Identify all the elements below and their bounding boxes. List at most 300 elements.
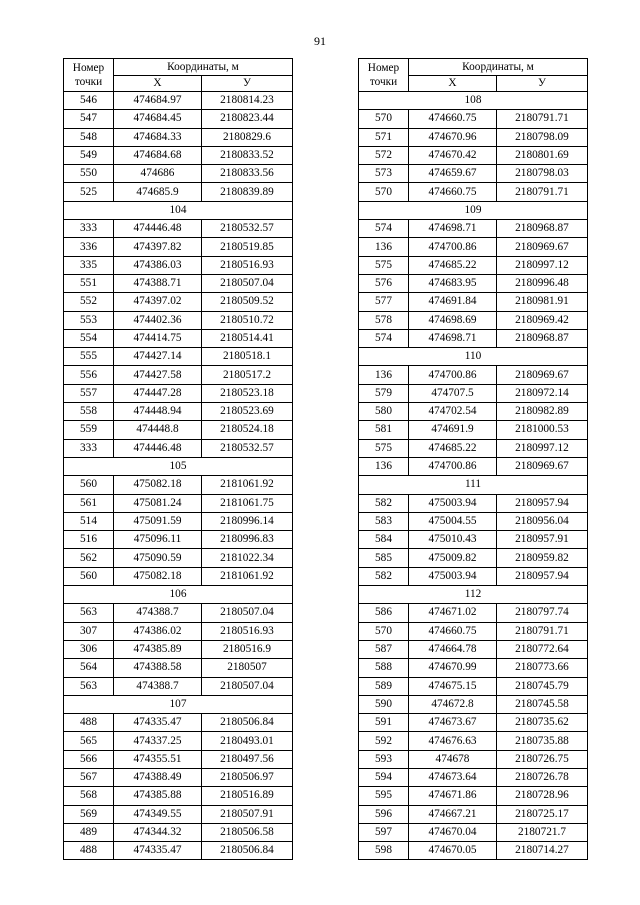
point-number-cell: 588 <box>359 659 409 677</box>
x-coordinate-cell: 474670.99 <box>409 659 497 677</box>
y-coordinate-cell: 2180517.2 <box>202 366 293 384</box>
group-label: 108 <box>359 92 588 110</box>
point-number-cell: 566 <box>64 750 114 768</box>
point-number-cell: 136 <box>359 238 409 256</box>
point-number-cell: 525 <box>64 183 114 201</box>
x-coordinate-cell: 475003.94 <box>409 567 497 585</box>
table-row <box>64 311 293 329</box>
y-coordinate-cell: 2180791.71 <box>497 183 588 201</box>
y-header: У <box>202 75 293 92</box>
y-coordinate-cell: 2180516.89 <box>202 787 293 805</box>
point-number-cell: 136 <box>359 457 409 475</box>
point-number-cell: 556 <box>64 366 114 384</box>
x-coordinate-cell: 474386.03 <box>114 256 202 274</box>
point-number-cell: 516 <box>64 531 114 549</box>
point-number-cell: 553 <box>64 311 114 329</box>
y-coordinate-cell: 2180735.62 <box>497 714 588 732</box>
table-row <box>359 659 588 677</box>
point-number-cell: 559 <box>64 421 114 439</box>
y-coordinate-cell: 2180982.89 <box>497 403 588 421</box>
x-coordinate-cell: 474698.71 <box>409 329 497 347</box>
y-coordinate-cell: 2180772.64 <box>497 640 588 658</box>
x-coordinate-cell: 474700.86 <box>409 457 497 475</box>
y-coordinate-cell: 2180726.75 <box>497 750 588 768</box>
point-number-cell: 562 <box>64 549 114 567</box>
point-number-cell: 563 <box>64 677 114 695</box>
point-number-cell: 581 <box>359 421 409 439</box>
point-number-cell: 567 <box>64 768 114 786</box>
table-row <box>359 403 588 421</box>
point-header-line2: точки <box>369 76 398 88</box>
point-number-cell: 548 <box>64 128 114 146</box>
table-row <box>359 165 588 183</box>
x-coordinate-cell: 474397.82 <box>114 238 202 256</box>
y-coordinate-cell: 2180969.67 <box>497 366 588 384</box>
table-row <box>64 823 293 841</box>
point-number-cell: 582 <box>359 567 409 585</box>
table-row <box>64 732 293 750</box>
y-coordinate-cell: 2180957.91 <box>497 531 588 549</box>
point-number-cell: 598 <box>359 842 409 860</box>
table-row <box>359 220 588 238</box>
y-coordinate-cell: 2180791.71 <box>497 622 588 640</box>
x-coordinate-cell: 474707.5 <box>409 384 497 402</box>
group-label: 105 <box>64 457 293 475</box>
y-coordinate-cell: 2180507.91 <box>202 805 293 823</box>
table-row <box>64 787 293 805</box>
group-label: 111 <box>359 476 588 494</box>
point-number-cell: 488 <box>64 842 114 860</box>
x-coordinate-cell: 474448.94 <box>114 403 202 421</box>
x-coordinate-cell: 474671.86 <box>409 787 497 805</box>
y-coordinate-cell: 2180957.94 <box>497 494 588 512</box>
x-coordinate-cell: 474388.71 <box>114 274 202 292</box>
x-coordinate-cell: 474678 <box>409 750 497 768</box>
y-coordinate-cell: 2180506.84 <box>202 714 293 732</box>
x-coordinate-cell: 474660.75 <box>409 183 497 201</box>
y-coordinate-cell: 2180745.79 <box>497 677 588 695</box>
point-number-cell: 571 <box>359 128 409 146</box>
y-coordinate-cell: 2180516.93 <box>202 256 293 274</box>
table-row <box>64 238 293 256</box>
table-row <box>359 622 588 640</box>
point-number-cell: 574 <box>359 329 409 347</box>
x-coordinate-cell: 474414.75 <box>114 329 202 347</box>
x-coordinate-cell: 474700.86 <box>409 238 497 256</box>
y-coordinate-cell: 2180957.94 <box>497 567 588 585</box>
point-number-cell: 552 <box>64 293 114 311</box>
x-coordinate-cell: 474673.64 <box>409 768 497 786</box>
table-row <box>359 110 588 128</box>
table-row <box>64 842 293 860</box>
x-coordinate-cell: 474684.33 <box>114 128 202 146</box>
x-coordinate-cell: 475010.43 <box>409 531 497 549</box>
table-row <box>64 494 293 512</box>
y-coordinate-cell: 2181061.75 <box>202 494 293 512</box>
table-body-right <box>359 92 588 860</box>
y-coordinate-cell: 2180507 <box>202 659 293 677</box>
x-coordinate-cell: 474388.58 <box>114 659 202 677</box>
point-number-cell: 570 <box>359 110 409 128</box>
x-coordinate-cell: 474344.32 <box>114 823 202 841</box>
point-number-cell: 576 <box>359 274 409 292</box>
y-coordinate-cell: 2180959.82 <box>497 549 588 567</box>
x-coordinate-cell: 474667.21 <box>409 805 497 823</box>
y-coordinate-cell: 2180969.67 <box>497 238 588 256</box>
x-coordinate-cell: 474427.58 <box>114 366 202 384</box>
table-row <box>64 549 293 567</box>
group-label: 109 <box>359 201 588 219</box>
table-row <box>359 256 588 274</box>
point-number-cell: 595 <box>359 787 409 805</box>
group-row <box>64 457 293 475</box>
x-coordinate-cell: 475004.55 <box>409 512 497 530</box>
x-coordinate-cell: 474337.25 <box>114 732 202 750</box>
table-row <box>64 146 293 164</box>
table-body-left <box>64 92 293 860</box>
x-header: X <box>409 75 497 92</box>
point-header-line1: Номер <box>367 62 400 74</box>
point-number-cell: 589 <box>359 677 409 695</box>
table-row <box>359 714 588 732</box>
group-row <box>359 201 588 219</box>
point-number-cell: 551 <box>64 274 114 292</box>
y-coordinate-cell: 2180798.09 <box>497 128 588 146</box>
table-row <box>64 165 293 183</box>
y-coordinate-cell: 2180956.04 <box>497 512 588 530</box>
table-row <box>359 549 588 567</box>
y-coordinate-cell: 2180996.14 <box>202 512 293 530</box>
y-coordinate-cell: 2180532.57 <box>202 220 293 238</box>
point-number-cell: 333 <box>64 220 114 238</box>
point-number-cell: 554 <box>64 329 114 347</box>
x-coordinate-cell: 474671.02 <box>409 604 497 622</box>
table-row <box>64 622 293 640</box>
point-number-cell: 560 <box>64 476 114 494</box>
table-row <box>64 640 293 658</box>
group-row <box>359 476 588 494</box>
x-coordinate-cell: 474660.75 <box>409 110 497 128</box>
point-number-cell: 569 <box>64 805 114 823</box>
group-label: 106 <box>64 586 293 604</box>
y-coordinate-cell: 2180507.04 <box>202 677 293 695</box>
y-coordinate-cell: 2180507.04 <box>202 604 293 622</box>
point-number-cell: 594 <box>359 768 409 786</box>
x-coordinate-cell: 474335.47 <box>114 714 202 732</box>
x-coordinate-cell: 474446.48 <box>114 439 202 457</box>
x-coordinate-cell: 474385.89 <box>114 640 202 658</box>
y-coordinate-cell: 2180745.58 <box>497 695 588 713</box>
table-row <box>359 293 588 311</box>
x-coordinate-cell: 474448.8 <box>114 421 202 439</box>
x-coordinate-cell: 475081.24 <box>114 494 202 512</box>
table-row <box>359 604 588 622</box>
x-coordinate-cell: 474388.49 <box>114 768 202 786</box>
x-coordinate-cell: 474397.02 <box>114 293 202 311</box>
group-row <box>359 348 588 366</box>
table-row <box>359 677 588 695</box>
x-coordinate-cell: 474388.7 <box>114 677 202 695</box>
group-label: 110 <box>359 348 588 366</box>
y-coordinate-cell: 2180725.17 <box>497 805 588 823</box>
x-coordinate-cell: 474684.97 <box>114 92 202 110</box>
table-row <box>359 531 588 549</box>
y-coordinate-cell: 2180516.93 <box>202 622 293 640</box>
table-row <box>359 128 588 146</box>
x-coordinate-cell: 474386.02 <box>114 622 202 640</box>
point-number-cell: 565 <box>64 732 114 750</box>
point-number-header <box>359 59 409 92</box>
y-coordinate-cell: 2180726.78 <box>497 768 588 786</box>
y-coordinate-cell: 2180509.52 <box>202 293 293 311</box>
point-number-cell: 582 <box>359 494 409 512</box>
point-number-cell: 570 <box>359 622 409 640</box>
table-row <box>64 805 293 823</box>
table-row <box>64 567 293 585</box>
y-coordinate-cell: 2180798.03 <box>497 165 588 183</box>
x-coordinate-cell: 474698.71 <box>409 220 497 238</box>
point-number-cell: 136 <box>359 366 409 384</box>
x-coordinate-cell: 474672.8 <box>409 695 497 713</box>
point-number-cell: 564 <box>64 659 114 677</box>
group-row <box>359 586 588 604</box>
y-coordinate-cell: 2180519.85 <box>202 238 293 256</box>
y-coordinate-cell: 2180524.18 <box>202 421 293 439</box>
x-coordinate-cell: 474691.84 <box>409 293 497 311</box>
point-number-cell: 550 <box>64 165 114 183</box>
table-row <box>64 403 293 421</box>
table-row <box>64 128 293 146</box>
coordinates-table-left <box>63 58 293 860</box>
table-row <box>359 274 588 292</box>
point-number-cell: 489 <box>64 823 114 841</box>
x-coordinate-cell: 475090.59 <box>114 549 202 567</box>
point-header-line1: Номер <box>72 62 105 74</box>
table-row <box>359 823 588 841</box>
x-header: X <box>114 75 202 92</box>
point-number-cell: 555 <box>64 348 114 366</box>
x-coordinate-cell: 474660.75 <box>409 622 497 640</box>
table-row <box>64 531 293 549</box>
point-number-cell: 575 <box>359 256 409 274</box>
point-number-cell: 591 <box>359 714 409 732</box>
table-row <box>359 439 588 457</box>
y-coordinate-cell: 2180518.1 <box>202 348 293 366</box>
y-coordinate-cell: 2180968.87 <box>497 220 588 238</box>
y-coordinate-cell: 2180523.69 <box>202 403 293 421</box>
group-row <box>64 695 293 713</box>
y-coordinate-cell: 2180997.12 <box>497 439 588 457</box>
table-row <box>64 110 293 128</box>
point-number-cell: 333 <box>64 439 114 457</box>
point-number-cell: 579 <box>359 384 409 402</box>
y-coordinate-cell: 2180506.97 <box>202 768 293 786</box>
table-row <box>359 695 588 713</box>
point-number-cell: 570 <box>359 183 409 201</box>
x-coordinate-cell: 474427.14 <box>114 348 202 366</box>
point-number-cell: 583 <box>359 512 409 530</box>
y-coordinate-cell: 2180516.9 <box>202 640 293 658</box>
table-row <box>359 421 588 439</box>
x-coordinate-cell: 474683.95 <box>409 274 497 292</box>
x-coordinate-cell: 474446.48 <box>114 220 202 238</box>
x-coordinate-cell: 475003.94 <box>409 494 497 512</box>
x-coordinate-cell: 475096.11 <box>114 531 202 549</box>
group-label: 104 <box>64 201 293 219</box>
table-row <box>359 457 588 475</box>
y-coordinate-cell: 2180735.88 <box>497 732 588 750</box>
y-coordinate-cell: 2181022.34 <box>202 549 293 567</box>
y-coordinate-cell: 2180823.44 <box>202 110 293 128</box>
table-row <box>359 384 588 402</box>
point-number-cell: 592 <box>359 732 409 750</box>
y-coordinate-cell: 2180497.56 <box>202 750 293 768</box>
point-number-cell: 587 <box>359 640 409 658</box>
table-row <box>359 366 588 384</box>
y-coordinate-cell: 2180801.69 <box>497 146 588 164</box>
group-row <box>64 586 293 604</box>
x-coordinate-cell: 474670.04 <box>409 823 497 841</box>
table-row <box>359 494 588 512</box>
x-coordinate-cell: 474684.45 <box>114 110 202 128</box>
table-row <box>64 476 293 494</box>
point-number-cell: 558 <box>64 403 114 421</box>
table-row <box>359 732 588 750</box>
y-coordinate-cell: 2180532.57 <box>202 439 293 457</box>
table-row <box>64 421 293 439</box>
group-label: 112 <box>359 586 588 604</box>
point-number-cell: 306 <box>64 640 114 658</box>
x-coordinate-cell: 474685.9 <box>114 183 202 201</box>
y-coordinate-cell: 2180507.04 <box>202 274 293 292</box>
table-row <box>64 329 293 347</box>
x-coordinate-cell: 474691.9 <box>409 421 497 439</box>
table-row <box>359 750 588 768</box>
point-number-cell: 577 <box>359 293 409 311</box>
point-number-cell: 557 <box>64 384 114 402</box>
y-coordinate-cell: 2180981.91 <box>497 293 588 311</box>
y-coordinate-cell: 2180829.6 <box>202 128 293 146</box>
x-coordinate-cell: 474685.22 <box>409 256 497 274</box>
page-number: 91 <box>314 34 326 48</box>
x-coordinate-cell: 474659.67 <box>409 165 497 183</box>
x-coordinate-cell: 474385.88 <box>114 787 202 805</box>
y-coordinate-cell: 2180997.12 <box>497 256 588 274</box>
y-coordinate-cell: 2181061.92 <box>202 567 293 585</box>
x-coordinate-cell: 474673.67 <box>409 714 497 732</box>
x-coordinate-cell: 474355.51 <box>114 750 202 768</box>
point-number-header <box>64 59 114 92</box>
y-coordinate-cell: 2180493.01 <box>202 732 293 750</box>
table-row <box>359 311 588 329</box>
point-number-cell: 335 <box>64 256 114 274</box>
point-number-cell: 549 <box>64 146 114 164</box>
table-row <box>359 567 588 585</box>
y-coordinate-cell: 2180791.71 <box>497 110 588 128</box>
y-coordinate-cell: 2180833.56 <box>202 165 293 183</box>
x-coordinate-cell: 474684.68 <box>114 146 202 164</box>
table-row <box>359 640 588 658</box>
table-row <box>64 714 293 732</box>
x-coordinate-cell: 475009.82 <box>409 549 497 567</box>
x-coordinate-cell: 474702.54 <box>409 403 497 421</box>
table-row <box>64 256 293 274</box>
point-number-cell: 573 <box>359 165 409 183</box>
point-number-cell: 584 <box>359 531 409 549</box>
x-coordinate-cell: 474335.47 <box>114 842 202 860</box>
group-label: 107 <box>64 695 293 713</box>
x-coordinate-cell: 474676.63 <box>409 732 497 750</box>
table-row <box>64 220 293 238</box>
table-row <box>64 92 293 110</box>
table-row <box>64 366 293 384</box>
y-coordinate-cell: 2180728.96 <box>497 787 588 805</box>
x-coordinate-cell: 474670.05 <box>409 842 497 860</box>
point-number-cell: 585 <box>359 549 409 567</box>
y-coordinate-cell: 2180839.89 <box>202 183 293 201</box>
y-coordinate-cell: 2180506.58 <box>202 823 293 841</box>
point-number-cell: 561 <box>64 494 114 512</box>
point-number-cell: 307 <box>64 622 114 640</box>
point-number-cell: 546 <box>64 92 114 110</box>
table-row <box>359 842 588 860</box>
table-row <box>64 183 293 201</box>
x-coordinate-cell: 474388.7 <box>114 604 202 622</box>
table-row <box>64 274 293 292</box>
y-coordinate-cell: 2181000.53 <box>497 421 588 439</box>
table-row <box>359 805 588 823</box>
table-row <box>64 439 293 457</box>
y-coordinate-cell: 2180968.87 <box>497 329 588 347</box>
point-number-cell: 574 <box>359 220 409 238</box>
table-row <box>64 768 293 786</box>
x-coordinate-cell: 474447.28 <box>114 384 202 402</box>
point-number-cell: 580 <box>359 403 409 421</box>
point-number-cell: 547 <box>64 110 114 128</box>
table-row <box>359 238 588 256</box>
coordinates-table-right <box>358 58 588 860</box>
x-coordinate-cell: 474700.86 <box>409 366 497 384</box>
y-coordinate-cell: 2180814.23 <box>202 92 293 110</box>
table-row <box>359 787 588 805</box>
y-coordinate-cell: 2180510.72 <box>202 311 293 329</box>
table-row <box>359 146 588 164</box>
point-number-cell: 572 <box>359 146 409 164</box>
table-row <box>64 384 293 402</box>
y-coordinate-cell: 2180506.84 <box>202 842 293 860</box>
y-coordinate-cell: 2180969.42 <box>497 311 588 329</box>
point-number-cell: 596 <box>359 805 409 823</box>
point-number-cell: 575 <box>359 439 409 457</box>
x-coordinate-cell: 474664.78 <box>409 640 497 658</box>
x-coordinate-cell: 474686 <box>114 165 202 183</box>
point-number-cell: 563 <box>64 604 114 622</box>
table-row <box>359 183 588 201</box>
table-row <box>64 293 293 311</box>
table-row <box>359 768 588 786</box>
x-coordinate-cell: 474402.36 <box>114 311 202 329</box>
y-coordinate-cell: 2180797.74 <box>497 604 588 622</box>
y-header: У <box>497 75 588 92</box>
y-coordinate-cell: 2180721.7 <box>497 823 588 841</box>
y-coordinate-cell: 2180523.18 <box>202 384 293 402</box>
table-row <box>64 512 293 530</box>
point-number-cell: 593 <box>359 750 409 768</box>
point-number-cell: 514 <box>64 512 114 530</box>
y-coordinate-cell: 2180996.48 <box>497 274 588 292</box>
coordinates-header: Координаты, м <box>409 59 588 76</box>
point-number-cell: 560 <box>64 567 114 585</box>
